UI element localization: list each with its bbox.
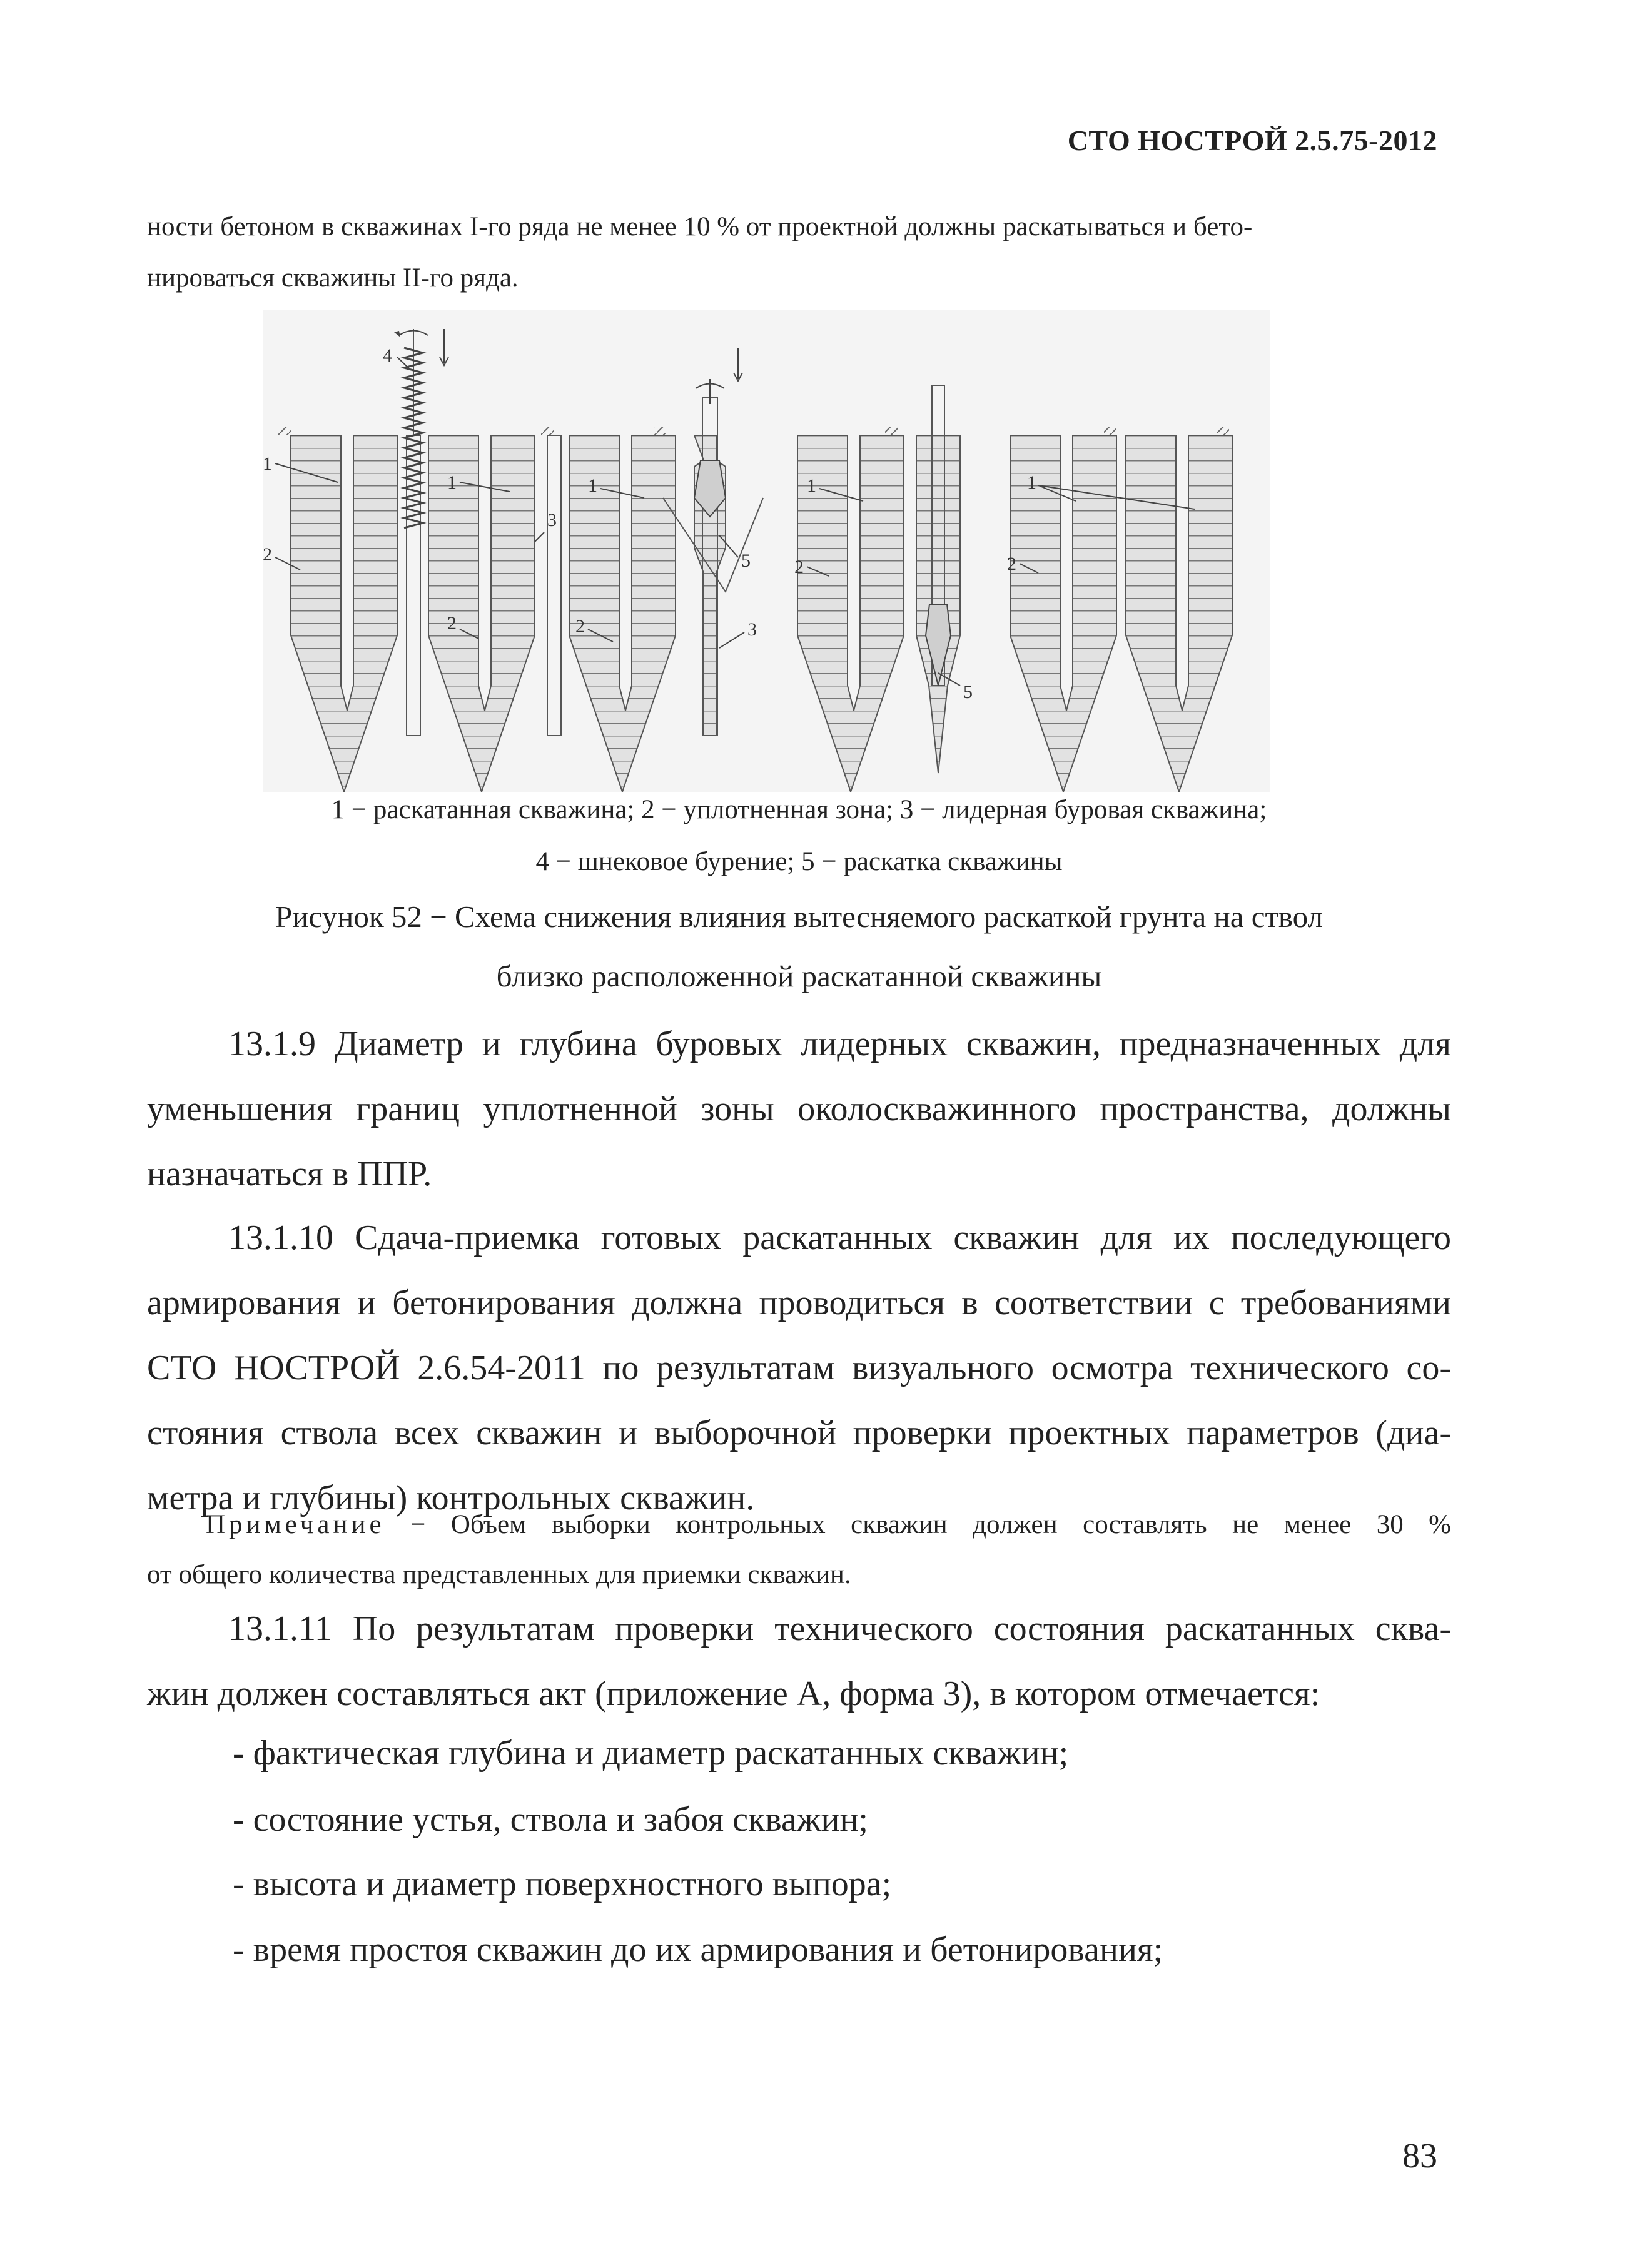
p-13-1-9-line-1: 13.1.9 Диаметр и глубина буровых лидерных скважин, предназначенных для xyxy=(228,1025,1451,1063)
note-line-1: − Объем выборки контрольных скважин должен составлять не менее 30 % xyxy=(385,1510,1451,1539)
p-13-1-9-line-2: уменьшения границ уплотненной зоны околоскважинного пространства, должны xyxy=(147,1090,1451,1128)
paragraph-13-1-9 xyxy=(147,1011,1451,1207)
p-13-1-10-line-2: армирования и бетонирования должна проводиться в соответствии с требованиями xyxy=(147,1283,1451,1322)
list-item: - состояние устья, ствола и забоя скважин; xyxy=(233,1800,868,1839)
figure-52-diagram xyxy=(263,310,1270,792)
p-13-1-10-line-5: метра и глубины) контрольных скважин. xyxy=(147,1479,755,1517)
svg-text:1: 1 xyxy=(263,453,272,474)
paragraph-13-1-11 xyxy=(147,1596,1451,1726)
svg-text:2: 2 xyxy=(794,557,804,577)
intro-line-2: нироваться скважины II-го ряда. xyxy=(147,263,519,293)
svg-text:3: 3 xyxy=(747,619,757,640)
p-13-1-9-line-3: назначаться в ППР. xyxy=(147,1155,432,1193)
svg-text:2: 2 xyxy=(263,544,272,565)
paragraph-13-1-10 xyxy=(147,1205,1451,1531)
svg-text:2: 2 xyxy=(575,616,585,637)
svg-text:4: 4 xyxy=(383,345,392,366)
intro-line-1: ности бетоном в скважинах I-го ряда не менее 10 % от проектной должны раскатываться и бето- xyxy=(147,212,1253,241)
document-code-header: СТО НОСТРОЙ 2.5.75-2012 xyxy=(1067,124,1437,156)
svg-text:1: 1 xyxy=(807,475,816,496)
svg-text:2: 2 xyxy=(1007,554,1016,574)
p-13-1-10-line-4: стояния ствола всех скважин и выборочной проверки проектных параметров (диа- xyxy=(147,1414,1451,1452)
p-13-1-10-line-3: СТО НОСТРОЙ 2.6.54-2011 по результатам визуального осмотра технического со- xyxy=(147,1349,1451,1387)
svg-text:5: 5 xyxy=(963,682,973,702)
list-item: - высота и диаметр поверхностного выпора; xyxy=(233,1865,892,1903)
figure-legend-line-1: 1 − раскатанная скважина; 2 − уплотненная зона; 3 − лидерная буровая скважина; xyxy=(331,795,1267,824)
list-item: - фактическая глубина и диаметр раскатанных скважин; xyxy=(233,1734,1069,1773)
p-13-1-11-line-2: жин должен составляться акт (приложение А, форма 3), в котором отмечается: xyxy=(147,1674,1320,1713)
svg-text:1: 1 xyxy=(1027,472,1036,493)
figure-title-line-2: близко расположенной раскатанной скважины xyxy=(496,959,1102,993)
p-13-1-11-line-1: 13.1.11 По результатам проверки технического состояния раскатанных сква- xyxy=(228,1609,1451,1648)
note-label: Примечание xyxy=(206,1510,385,1539)
note-block xyxy=(147,1500,1451,1600)
figure-title-line-1: Рисунок 52 − Схема снижения влияния вытесняемого раскаткой грунта на ствол xyxy=(275,899,1323,934)
svg-text:2: 2 xyxy=(447,613,457,634)
svg-text:5: 5 xyxy=(741,550,751,571)
page-number: 83 xyxy=(1402,2137,1437,2175)
svg-text:1: 1 xyxy=(447,472,457,493)
intro-text xyxy=(147,201,1451,304)
svg-text:1: 1 xyxy=(588,475,597,496)
p-13-1-10-line-1: 13.1.10 Сдача-приемка готовых раскатанных скважин для их последующего xyxy=(228,1218,1451,1257)
svg-text:3: 3 xyxy=(547,510,557,530)
note-line-2: от общего количества представленных для приемки скважин. xyxy=(147,1560,851,1589)
list-item: - время простоя скважин до их армирования и бетонирования; xyxy=(233,1930,1163,1969)
figure-legend-line-2: 4 − шнековое бурение; 5 − раскатка скважины xyxy=(535,847,1063,876)
